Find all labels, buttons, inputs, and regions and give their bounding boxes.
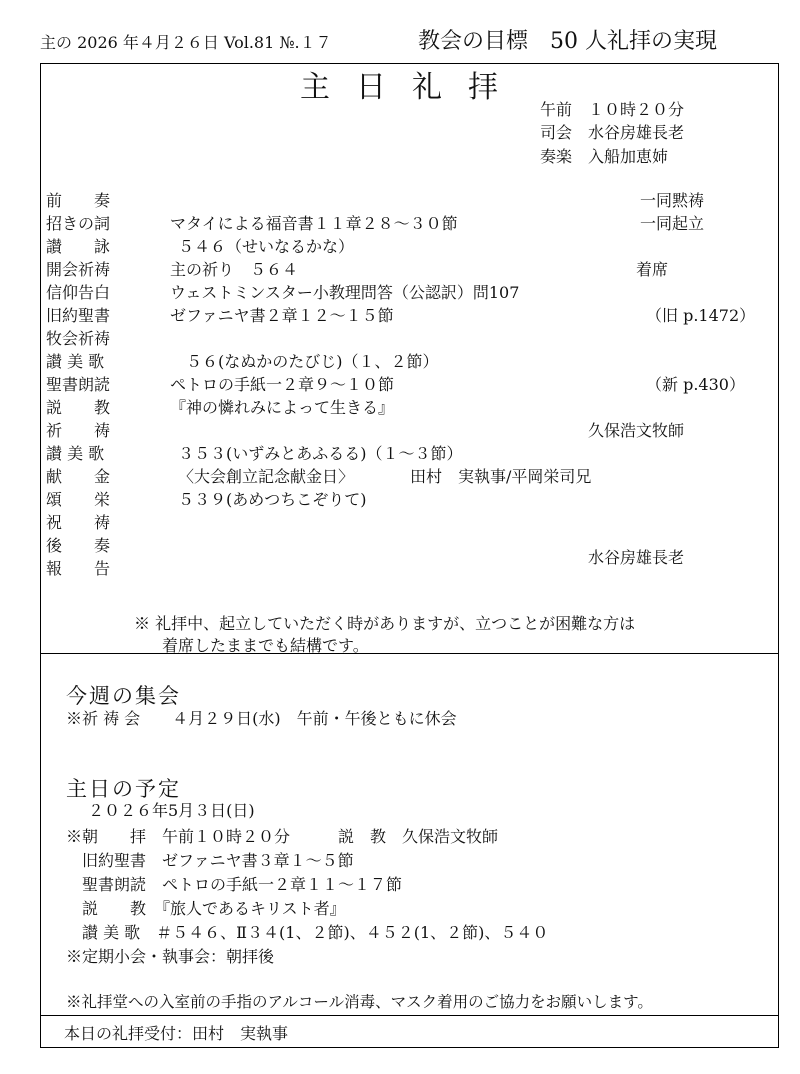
order-label: 献 金 (46, 467, 111, 486)
order-content: ウェストミンスター小教理問答（公認訳）問107 (170, 283, 520, 302)
order-right: （旧 p.1472） (646, 306, 756, 325)
order-content: 主の祈り ５６４ (170, 260, 299, 279)
order-content: ５３９(あめつちこぞりて) (178, 490, 367, 509)
worship-title: 主日礼拝 (300, 70, 524, 105)
worship-presider: 司会 水谷房雄長老 (540, 123, 685, 142)
order-label: 前 奏 (46, 191, 111, 210)
order-right: 一同黙祷 (640, 191, 705, 210)
order-label: 旧約聖書 (46, 306, 111, 325)
order-label: 聖書朗読 (46, 375, 111, 394)
next-sunday-line: 讃 美 歌 ＃５４６、Ⅱ３４(1、２節)、４５２(1、２節)、５４０ (66, 923, 549, 942)
order-content: 〈大会創立記念献金日〉 田村 実執事/平岡栄司兄 (178, 467, 592, 486)
order-right: 着席 (636, 260, 669, 279)
order-label: 牧会祈祷 (46, 329, 111, 348)
order-content: ペトロの手紙一２章９～１０節 (170, 375, 395, 394)
order-label: 説 教 (46, 398, 111, 417)
church-goal: 教会の目標 50 人礼拝の実現 (418, 29, 717, 54)
order-label: 後 奏 (46, 536, 111, 555)
order-content: 『神の憐れみによって生きる』 (170, 398, 395, 417)
next-sunday-line: 旧約聖書 ゼファニヤ書３章１～５節 (66, 851, 354, 870)
order-content: ３５３(いずみとあふるる)（１～３節） (178, 444, 463, 463)
order-label: 頌 栄 (46, 490, 111, 509)
order-label: 讃 美 歌 (46, 352, 105, 371)
prayer-meeting-line: ※祈 祷 会 ４月２９日(水) 午前・午後ともに休会 (66, 709, 457, 728)
section-divider (40, 653, 779, 654)
next-sunday-line: 聖書朗読 ペトロの手紙一２章１１～１７節 (66, 875, 403, 894)
next-sunday-line: 説 教 『旅人であるキリスト者』 (66, 899, 346, 918)
footer-divider (40, 1015, 779, 1016)
order-content: ５６(なぬかのたびじ)（１、２節） (170, 352, 439, 371)
order-right: 水谷房雄長老 (588, 548, 685, 567)
next-sunday-date: ２０２６年5月３日(日) (88, 801, 255, 820)
worship-time: 午前 １０時２０分 (540, 100, 685, 119)
order-right: 一同起立 (640, 214, 705, 233)
standing-note-line1: ※ 礼拝中、起立していただく時がありますが、立つことが困難な方は (134, 614, 636, 633)
order-label: 開会祈祷 (46, 260, 111, 279)
next-sunday-line: ※朝 拝 午前１０時２０分 説 教 久保浩文牧師 (66, 827, 499, 846)
standing-note-line2: 着席したままでも結構です。 (162, 636, 369, 655)
order-label: 讃 詠 (46, 237, 111, 256)
worship-organist: 奏楽 入船加恵姉 (540, 147, 669, 166)
reception-duty: 本日の礼拝受付：田村 実執事 (64, 1024, 289, 1043)
order-label: 祝 祷 (46, 513, 111, 532)
order-content: マタイによる福音書１１章２８～３０節 (170, 214, 458, 233)
order-label: 招きの詞 (46, 214, 111, 233)
order-label: 讃 美 歌 (46, 444, 105, 463)
bulletin-date-line: 主の 2026 年４月２６日 Vol.81 №.１７ (40, 33, 332, 52)
order-label: 祈 祷 (46, 421, 111, 440)
next-sunday-line: ※定期小会・執事会：朝拝後 (66, 947, 275, 966)
order-content: ゼファニヤ書２章１２～１５節 (170, 306, 394, 325)
order-label: 信仰告白 (46, 283, 111, 302)
order-label: 報 告 (46, 559, 111, 578)
hygiene-notice: ※礼拝堂への入室前の手指のアルコール消毒、マスク着用のご協力をお願いします。 (66, 993, 653, 1011)
this-week-heading: 今週の集会 (66, 684, 181, 708)
order-right: （新 p.430） (646, 375, 745, 394)
order-content: ５４６（せいなるかな） (178, 237, 355, 256)
next-sunday-heading: 主日の予定 (66, 777, 181, 801)
order-right: 久保浩文牧師 (588, 421, 685, 440)
